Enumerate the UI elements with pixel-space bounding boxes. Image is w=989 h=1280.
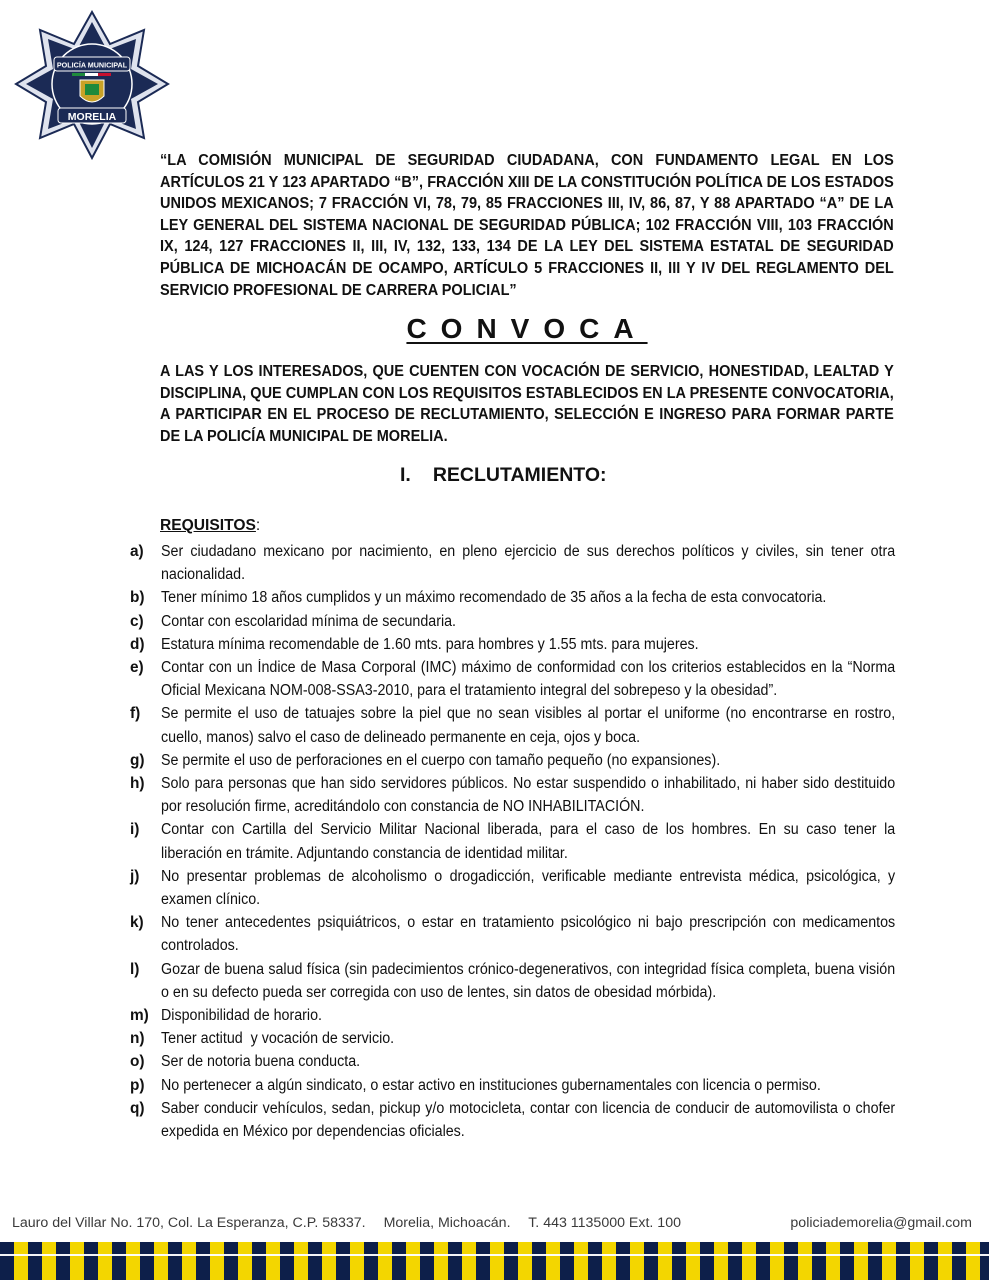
item-text: Gozar de buena salud física (sin padecimientos crónico-degenerativos, con integridad física completa, buena visión o en su defecto pueda ser corregida con uso de lentes, sin datos de obesidad mórbida). [161,960,896,1001]
badge-shield-crest [85,84,99,95]
item-letter: m) [130,1006,149,1024]
police-badge-logo [14,10,170,160]
item-letter: g) [130,751,145,769]
item-letter: i) [130,821,140,839]
list-item [130,1027,894,1050]
list-item [130,1050,894,1073]
item-text: Ser ciudadano mexicano por nacimiento, en pleno ejercicio de sus derechos políticos y civiles, sin tener otra nacionalidad. [161,543,896,584]
footer-address-block [12,1215,695,1237]
item-letter: j) [130,867,140,885]
item-letter: a) [130,543,144,560]
invitation-paragraph: A LAS Y LOS INTERESADOS, QUE CUENTEN CON VOCACIÓN DE SERVICIO, HONESTIDAD, LEALTAD Y DISCIPLINA, QUE CUMPLAN CON LOS REQUISITOS ESTABLECIDOS EN LA PRESENTE CONVOCATORIA, A PARTICIPAR EN EL PROCESO DE RECLUTAMIENTO, SELECCIÓN E INGRESO PARA FORMAR PARTE DE LA POLICÍA MUNICIPAL DE MORELIA. [160,363,894,445]
item-letter: q) [130,1099,145,1117]
list-item [130,610,894,633]
footer-checkered-stripe [0,1242,989,1280]
item-text: Saber conducir vehículos, sedan, pickup y/o motocicleta, contar con licencia de conducir de automovilista o chofer expedida en México por dependencias oficiales. [161,1099,896,1140]
list-item [130,772,894,818]
list-item [130,656,894,702]
list-item [130,958,894,1004]
footer-email: policiademorelia@gmail.com [790,1215,972,1231]
item-text: No presentar problemas de alcoholismo o drogadicción, verificable mediante entrevista médica, psicológica, y examen clínico. [161,867,896,908]
badge-flag-white [85,73,98,76]
item-text: Tener mínimo 18 años cumplidos y un máximo recomendado de 35 años a la fecha de esta convocatoria. [161,589,827,607]
item-letter: b) [130,589,145,607]
list-item [130,1097,894,1143]
footer-contact [12,1215,972,1237]
list-item [130,702,894,748]
list-item [130,586,894,609]
list-item [130,633,894,656]
footer-city: Morelia, Michoacán. [383,1215,511,1231]
list-item [130,1074,894,1097]
section-title: RECLUTAMIENTO: [432,464,607,486]
list-item [130,865,894,911]
item-letter: d) [130,635,145,653]
item-text: No tener antecedentes psiquiátricos, o estar en tratamiento psicológico ni bajo prescripción con medicamentos controlados. [161,914,896,955]
badge-top-text: POLICÍA MUNICIPAL [56,60,128,70]
item-letter: f) [130,705,141,723]
item-text: Estatura mínima recomendable de 1.60 mts. para hombres y 1.55 mts. para mujeres. [161,635,699,653]
item-text: No pertenecer a algún sindicato, o estar activo en instituciones gubernamentales con licencia o permiso. [161,1076,821,1094]
requirements-list [130,540,894,1143]
item-letter: c) [130,612,144,630]
item-text: Se permite el uso de tatuajes sobre la piel que no sean visibles al portar el uniforme (no encontrarse en rostro, cuello, manos) salvo el caso de delineado permanente en ceja, ojos y boca. [161,705,896,746]
list-item [130,749,894,772]
requirements-heading-text: REQUISITOS [160,517,256,534]
item-text: Tener actitud y vocación de servicio. [161,1030,395,1048]
footer-phone: T. 443 1135000 Ext. 100 [528,1215,681,1231]
item-text: Contar con Cartilla del Servicio Militar Nacional liberada, para el caso de los hombres. En su caso tener la liberación en trámite. Adjuntando constancia de identidad militar. [161,821,896,862]
requirements-heading: REQUISITOS: [160,517,261,534]
badge-flag-green [72,73,85,76]
badge-bottom-text: MORELIA [67,111,117,123]
item-letter: e) [130,659,144,676]
footer-address: Lauro del Villar No. 170, Col. La Esperanza, C.P. 58337. [12,1215,366,1231]
item-letter: o) [130,1053,145,1071]
item-letter: n) [130,1030,145,1048]
item-text: Contar con escolaridad mínima de secundaria. [161,612,457,630]
section-number: I. [400,464,411,486]
list-item [130,818,894,864]
item-letter: p) [130,1076,145,1094]
badge-flag-red [98,73,111,76]
item-letter: l) [130,960,140,978]
item-text: Contar con un Índice de Masa Corporal (IMC) máximo de conformidad con los criterios establecidos en la “Norma Oficial Mexicana NOM-008-SSA3-2010, para el tratamiento integral del sobrepeso y la obesidad”. [161,659,896,700]
item-text: Se permite el uso de perforaciones en el cuerpo con tamaño pequeño (no expansiones). [161,751,721,769]
list-item [130,540,894,586]
list-item [130,911,894,957]
item-text: Disponibilidad de horario. [161,1006,323,1024]
item-text: Ser de notoria buena conducta. [161,1053,361,1071]
item-letter: k) [130,914,144,932]
item-text: Solo para personas que han sido servidores públicos. No estar suspendido o inhabilitado, ni haber sido destituido por resolución firme, acreditándolo con constancia de NO INHABILITACIÓN. [161,774,896,816]
item-letter: h) [130,774,145,792]
section-heading [400,464,607,487]
list-item [130,1004,894,1027]
convoca-heading: CONVOCA [406,313,648,344]
legal-preamble: “LA COMISIÓN MUNICIPAL DE SEGURIDAD CIUDADANA, CON FUNDAMENTO LEGAL EN LOS ARTÍCULOS 21 Y 123 APARTADO “B”, FRACCIÓN XIII DE LA CONSTITUCIÓN POLÍTICA DE LOS ESTADOS UNIDOS MEXICANOS; 7 FRACCIÓN VI, 78, 79, 85 FRACCIONES III, IV, 86, 87, Y 88 APARTADO “A” DE LA LEY GENERAL DEL SISTEMA NACIONAL DE SEGURIDAD PÚBLICA; 102 FRACCIÓN VIII, 103 FRACCIÓN IX, 124, 127 FRACCIONES II, III, IV, 132, 133, 134 DE LA LEY DEL SISTEMA ESTATAL DE SEGURIDAD PÚBLICA DE MICHOACÁN DE OCAMPO, ARTÍCULO 5 FRACCIONES II, III Y IV DEL REGLAMENTO DEL SERVICIO PROFESIONAL DE CARRERA POLICIAL” [160,152,894,299]
